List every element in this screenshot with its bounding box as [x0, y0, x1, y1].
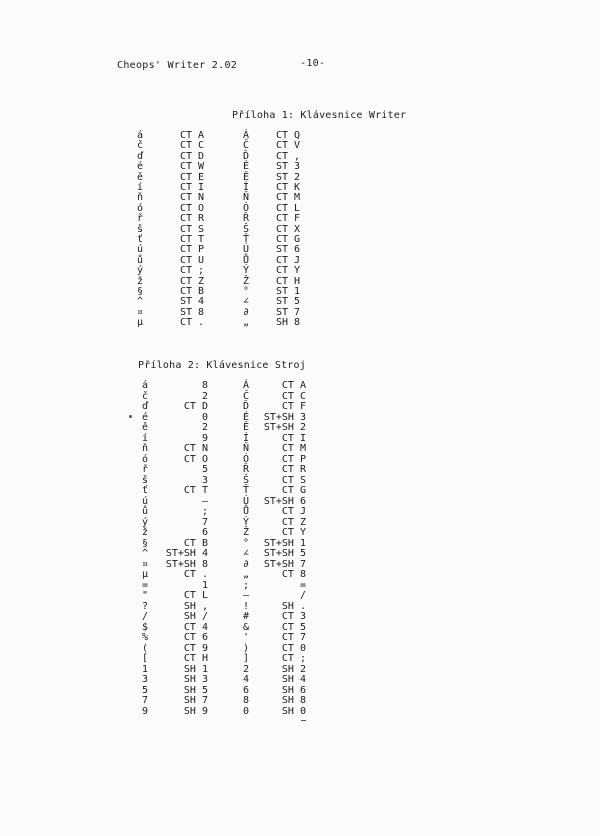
- paper-mark: [301, 720, 306, 721]
- uppercase-char: 6: [242, 684, 250, 696]
- lowercase-char: ú: [141, 495, 149, 507]
- lowercase-char: ň: [136, 192, 144, 204]
- uppercase-char: Ú: [242, 244, 250, 256]
- lowercase-char: ú: [136, 244, 144, 256]
- uppercase-key: CT J: [281, 506, 306, 517]
- lowercase-key: SH 5: [183, 684, 208, 696]
- uppercase-char: Š: [242, 223, 250, 235]
- lowercase-key: CT N: [183, 443, 208, 454]
- uppercase-key: CT 7: [281, 632, 306, 643]
- uppercase-char: 4: [242, 674, 250, 685]
- lowercase-key: 3: [201, 474, 208, 486]
- lowercase-key: CT T: [180, 234, 205, 245]
- uppercase-char: „: [242, 317, 250, 329]
- uppercase-key: SH 8: [281, 695, 306, 706]
- lowercase-key: –: [201, 495, 208, 507]
- uppercase-char: Ť: [242, 234, 250, 245]
- uppercase-key: ST 2: [276, 171, 301, 183]
- uppercase-char: Č: [242, 140, 250, 152]
- lowercase-char: ý: [141, 516, 149, 528]
- uppercase-key: CT 0: [281, 642, 306, 654]
- lowercase-char: í: [136, 182, 144, 193]
- lowercase-key: CT P: [180, 244, 205, 256]
- uppercase-key: ST 7: [276, 306, 301, 318]
- lowercase-char: č: [136, 140, 144, 152]
- uppercase-char: Í: [242, 182, 250, 193]
- uppercase-key: SH 8: [276, 317, 301, 329]
- lowercase-key: SH 7: [183, 695, 208, 706]
- lowercase-key: SH /: [183, 611, 208, 622]
- uppercase-char: Ď: [242, 150, 250, 162]
- lowercase-char: á: [141, 380, 149, 391]
- uppercase-key: CT 3: [281, 611, 306, 622]
- uppercase-key: ST 6: [276, 244, 301, 256]
- lowercase-char: é: [141, 411, 149, 423]
- lowercase-char: č: [141, 390, 149, 402]
- uppercase-char: Í: [242, 432, 250, 444]
- paper-speck: [129, 415, 132, 418]
- uppercase-char: Ó: [242, 453, 250, 465]
- lowercase-char: (: [141, 642, 149, 654]
- lowercase-char: ň: [141, 443, 149, 454]
- uppercase-char: 0: [242, 705, 250, 717]
- uppercase-key: SH 4: [281, 674, 306, 685]
- uppercase-key: CT A: [281, 380, 306, 391]
- lowercase-char: š: [136, 223, 144, 235]
- uppercase-key: CT Y: [276, 265, 301, 277]
- lowercase-char: §: [141, 537, 149, 549]
- uppercase-key: CT M: [276, 192, 301, 204]
- uppercase-key: SH .: [281, 600, 306, 612]
- uppercase-key: ST+SH 1: [263, 537, 306, 549]
- uppercase-key: CT R: [281, 464, 306, 475]
- uppercase-char: Ú: [242, 495, 250, 507]
- uppercase-char: ): [242, 642, 250, 654]
- lowercase-key: CT U: [180, 254, 205, 266]
- uppercase-key: CT Y: [281, 527, 306, 538]
- uppercase-key: CT 8: [281, 569, 306, 580]
- lowercase-char: µ: [136, 317, 144, 329]
- lowercase-key: SH ,: [183, 600, 208, 612]
- lowercase-char: ^: [136, 296, 144, 308]
- lowercase-key: CT L: [183, 590, 208, 601]
- lowercase-char: ř: [136, 213, 144, 225]
- lowercase-key: ST 8: [180, 306, 205, 318]
- uppercase-char: &: [242, 621, 250, 633]
- uppercase-key: ST+SH 3: [263, 411, 306, 423]
- uppercase-char: Š: [242, 474, 250, 486]
- uppercase-key: CT F: [276, 213, 301, 225]
- lowercase-key: CT E: [180, 171, 205, 183]
- lowercase-key: ST+SH 8: [165, 558, 208, 570]
- uppercase-char: !: [242, 600, 250, 612]
- uppercase-char: É: [242, 161, 250, 173]
- lowercase-char: =: [141, 579, 149, 591]
- lowercase-char: ů: [136, 254, 144, 266]
- lowercase-char: š: [141, 474, 149, 486]
- uppercase-key: CT S: [281, 474, 306, 486]
- uppercase-char: Ó: [242, 202, 250, 214]
- lowercase-key: CT W: [180, 161, 205, 173]
- uppercase-char: Ň: [242, 443, 250, 454]
- lowercase-char: §: [136, 286, 144, 297]
- lowercase-key: CT D: [183, 401, 208, 412]
- lowercase-key: ST+SH 4: [165, 548, 208, 559]
- lowercase-char: ř: [141, 464, 149, 475]
- section-1-title: Příloha 1: Klávesnice Writer: [232, 110, 407, 121]
- uppercase-char: Ů: [242, 506, 250, 517]
- lowercase-key: ;: [201, 506, 208, 517]
- lowercase-key: SH 3: [183, 674, 208, 685]
- lowercase-char: 1: [141, 663, 149, 675]
- uppercase-char: Ž: [242, 527, 250, 538]
- lowercase-char: ¤: [136, 306, 144, 318]
- lowercase-key: SH 9: [183, 705, 208, 717]
- lowercase-key: 0: [201, 411, 208, 423]
- section-2-title: Příloha 2: Klávesnice Stroj: [138, 360, 306, 371]
- uppercase-key: ST 1: [276, 286, 301, 297]
- lowercase-key: 6: [201, 527, 208, 538]
- uppercase-key: CT 5: [281, 621, 306, 633]
- lowercase-char: 5: [141, 684, 149, 696]
- lowercase-char: 7: [141, 695, 149, 706]
- lowercase-char: ž: [136, 275, 144, 287]
- uppercase-key: ST 5: [276, 296, 301, 308]
- lowercase-char: ů: [141, 506, 149, 517]
- lowercase-key: CT S: [180, 223, 205, 235]
- uppercase-key: CT V: [276, 140, 301, 152]
- lowercase-key: CT 9: [183, 642, 208, 654]
- uppercase-char: ∂: [242, 558, 250, 570]
- uppercase-char: Č: [242, 390, 250, 402]
- uppercase-char: Ě: [242, 422, 250, 433]
- uppercase-key: CT K: [276, 182, 301, 193]
- uppercase-char: É: [242, 411, 250, 423]
- uppercase-char: Á: [242, 130, 250, 141]
- uppercase-char: Ň: [242, 192, 250, 204]
- uppercase-key: SH 2: [281, 663, 306, 675]
- uppercase-key: CT M: [281, 443, 306, 454]
- lowercase-char: %: [141, 632, 149, 643]
- lowercase-key: CT O: [180, 202, 205, 214]
- lowercase-char: ": [141, 590, 149, 601]
- lowercase-char: 3: [141, 674, 149, 685]
- uppercase-key: =: [299, 579, 306, 591]
- lowercase-char: á: [136, 130, 144, 141]
- uppercase-key: CT H: [276, 275, 301, 287]
- uppercase-key: CT C: [281, 390, 306, 402]
- lowercase-key: ST 4: [180, 296, 205, 308]
- lowercase-char: ď: [136, 150, 144, 162]
- lowercase-char: /: [141, 611, 149, 622]
- uppercase-key: CT Z: [281, 516, 306, 528]
- lowercase-key: CT O: [183, 453, 208, 465]
- uppercase-key: CT P: [281, 453, 306, 465]
- uppercase-key: CT ;: [281, 653, 306, 664]
- lowercase-char: ě: [136, 171, 144, 183]
- uppercase-char: ∠: [242, 296, 250, 308]
- uppercase-char: Ř: [242, 213, 250, 225]
- uppercase-key: CT L: [276, 202, 301, 214]
- uppercase-char: #: [242, 611, 250, 622]
- uppercase-key: ST+SH 7: [263, 558, 306, 570]
- page-number: -10-: [300, 58, 326, 69]
- uppercase-char: ]: [242, 653, 250, 664]
- lowercase-key: CT I: [180, 182, 205, 193]
- uppercase-key: CT ,: [276, 150, 301, 162]
- uppercase-char: Ý: [242, 265, 250, 277]
- lowercase-char: ž: [141, 527, 149, 538]
- uppercase-char: Ď: [242, 401, 250, 412]
- uppercase-key: CT I: [281, 432, 306, 444]
- lowercase-char: é: [136, 161, 144, 173]
- lowercase-key: CT T: [183, 485, 208, 496]
- lowercase-key: CT 4: [183, 621, 208, 633]
- lowercase-key: CT B: [183, 537, 208, 549]
- uppercase-char: Á: [242, 380, 250, 391]
- uppercase-key: CT G: [276, 234, 301, 245]
- lowercase-key: CT ;: [180, 265, 205, 277]
- lowercase-key: CT 6: [183, 632, 208, 643]
- uppercase-char: ∠: [242, 548, 250, 559]
- uppercase-char: –: [242, 590, 250, 601]
- lowercase-char: $: [141, 621, 149, 633]
- uppercase-char: Ý: [242, 516, 250, 528]
- uppercase-char: °: [242, 537, 250, 549]
- lowercase-char: ¤: [141, 558, 149, 570]
- lowercase-char: 9: [141, 705, 149, 717]
- uppercase-char: Ů: [242, 254, 250, 266]
- uppercase-key: ST+SH 6: [263, 495, 306, 507]
- lowercase-char: ď: [141, 401, 149, 412]
- lowercase-char: [: [141, 653, 149, 664]
- uppercase-char: °: [242, 286, 250, 297]
- lowercase-key: CT C: [180, 140, 205, 152]
- lowercase-key: CT Z: [180, 275, 205, 287]
- uppercase-char: ∂: [242, 306, 250, 318]
- lowercase-key: CT N: [180, 192, 205, 204]
- uppercase-key: ST+SH 5: [263, 548, 306, 559]
- document-header-title: Cheops' Writer 2.02: [117, 60, 238, 71]
- uppercase-char: Ž: [242, 275, 250, 287]
- uppercase-char: ;: [242, 579, 250, 591]
- uppercase-key: CT X: [276, 223, 301, 235]
- lowercase-key: CT H: [183, 653, 208, 664]
- lowercase-char: ý: [136, 265, 144, 277]
- uppercase-key: /: [299, 590, 306, 601]
- lowercase-char: ť: [141, 485, 149, 496]
- lowercase-key: CT D: [180, 150, 205, 162]
- lowercase-key: 7: [201, 516, 208, 528]
- lowercase-key: CT A: [180, 130, 205, 141]
- lowercase-char: ť: [136, 234, 144, 245]
- lowercase-key: CT .: [180, 317, 205, 329]
- uppercase-char: Ť: [242, 485, 250, 496]
- uppercase-char: 2: [242, 663, 250, 675]
- uppercase-char: Ě: [242, 171, 250, 183]
- lowercase-key: 8: [201, 380, 208, 391]
- lowercase-char: µ: [141, 569, 149, 580]
- lowercase-char: ?: [141, 600, 149, 612]
- lowercase-key: CT B: [180, 286, 205, 297]
- lowercase-key: 2: [201, 390, 208, 402]
- lowercase-char: ó: [136, 202, 144, 214]
- lowercase-key: 9: [201, 432, 208, 444]
- lowercase-key: 1: [201, 579, 208, 591]
- lowercase-key: CT R: [180, 213, 205, 225]
- uppercase-char: Ř: [242, 464, 250, 475]
- lowercase-key: 2: [201, 422, 208, 433]
- uppercase-key: CT J: [276, 254, 301, 266]
- uppercase-key: SH 0: [281, 705, 306, 717]
- uppercase-key: CT F: [281, 401, 306, 412]
- lowercase-key: SH 1: [183, 663, 208, 675]
- lowercase-char: í: [141, 432, 149, 444]
- lowercase-char: ó: [141, 453, 149, 465]
- uppercase-char: 8: [242, 695, 250, 706]
- lowercase-key: 5: [201, 464, 208, 475]
- uppercase-key: ST+SH 2: [263, 422, 306, 433]
- lowercase-char: ^: [141, 548, 149, 559]
- lowercase-key: CT .: [183, 569, 208, 580]
- uppercase-key: CT Q: [276, 130, 301, 141]
- lowercase-char: ě: [141, 422, 149, 433]
- uppercase-key: CT G: [281, 485, 306, 496]
- uppercase-key: SH 6: [281, 684, 306, 696]
- uppercase-key: ST 3: [276, 161, 301, 173]
- uppercase-char: „: [242, 569, 250, 580]
- uppercase-char: ': [242, 632, 250, 643]
